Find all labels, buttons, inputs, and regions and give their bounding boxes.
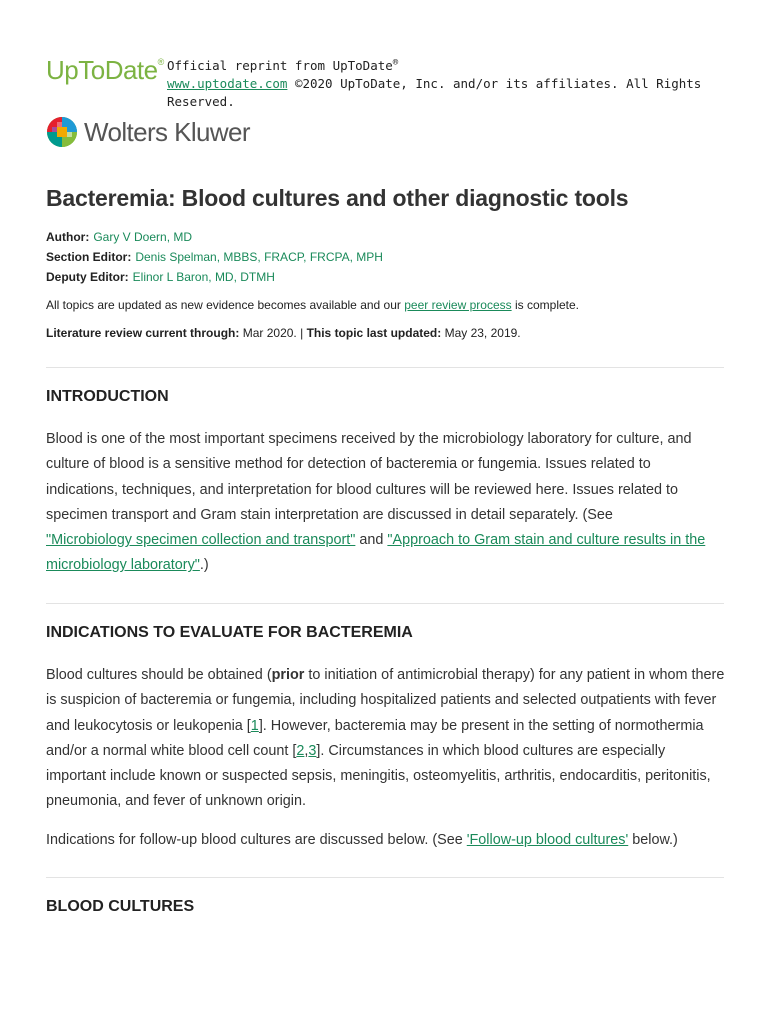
deputy-editor-line: Deputy Editor: Elinor L Baron, MD, DTMH <box>46 270 275 284</box>
reprint-notice: Official reprint from UpToDate® www.uptodate.com ©2020 UpToDate, Inc. and/or its affiliates. All Rights Reserved. <box>167 58 702 110</box>
review-dates: Literature review current through: Mar 2020. | This topic last updated: May 23, 2019. <box>46 326 521 340</box>
indications-paragraph: Blood cultures should be obtained (prior to initiation of antimicrobial therapy) for any patient in whom there is suspicion of bacteremia or fungemia, including hospitalized patients and selected outpatients with fever and leukocytosis or leukopenia [1]. However, bacteremia may be present in the setting of normothermia and/or a normal white blood cell count [2,3]. Circumstances in which blood cultures are especially important include known or suspected sepsis, meningitis, osteomyelitis, arthritis, endocarditis, peritonitis, pneumonia, and fever of unknown origin. <box>46 667 725 810</box>
divider <box>46 877 724 878</box>
follow-up-cultures-link[interactable]: 'Follow-up blood cultures' <box>466 832 629 848</box>
section-heading-blood-cultures: BLOOD CULTURES <box>46 898 195 915</box>
uptodate-logo: UpToDate® <box>46 55 164 85</box>
reference-link[interactable]: 2 <box>296 742 305 759</box>
author-line: Author: Gary V Doern, MD <box>46 230 193 244</box>
reprint-header <box>46 52 746 110</box>
divider <box>46 603 724 604</box>
publisher-name: Wolters Kluwer <box>84 117 250 147</box>
follow-up-paragraph: Indications for follow-up blood cultures are discussed below. (See 'Follow-up blood cultures' below.) <box>46 832 678 848</box>
specimen-collection-link[interactable]: "Microbiology specimen collection and transport" <box>46 532 356 549</box>
wolters-kluwer-mosaic-icon <box>46 116 78 148</box>
section-editor-line: Section Editor: Denis Spelman, MBBS, FRACP, FRCPA, MPH <box>46 250 383 264</box>
section-editor-link[interactable]: Denis Spelman, MBBS, FRACP, FRCPA, MPH <box>135 250 383 264</box>
update-note: All topics are updated as new evidence becomes available and our peer review process is complete. <box>46 298 579 312</box>
page-title: Bacteremia: Blood cultures and other diagnostic tools <box>46 185 629 211</box>
wolters-kluwer-logo <box>46 116 306 148</box>
peer-review-link[interactable]: peer review process <box>404 298 512 312</box>
gram-stain-link[interactable]: "Approach to Gram stain and culture results in the microbiology laboratory" <box>46 532 706 574</box>
author-link[interactable]: Gary V Doern, MD <box>93 230 193 244</box>
reprint-line: Official reprint from UpToDate <box>167 58 393 74</box>
uptodate-link[interactable]: www.uptodate.com <box>167 76 288 92</box>
copyright-text: ©2020 UpToDate, Inc. and/or its affiliates. All Rights Reserved. <box>167 76 702 110</box>
section-heading-indications: INDICATIONS TO EVALUATE FOR BACTEREMIA <box>46 624 413 641</box>
introduction-paragraph: Blood is one of the most important specimens received by the microbiology laboratory for culture, and culture of blood is a sensitive method for detection of bacteremia or fungemia. Issues related to indications, techniques, and interpretation for blood cultures will be reviewed here. Issues related to specimen transport and Gram stain interpretation are discussed in detail separately. (See "Microbiology specimen collection and transport" and "Approach to Gram stain and culture results in the microbiology laboratory".) <box>46 431 706 574</box>
reference-link[interactable]: 1 <box>250 717 259 734</box>
divider <box>46 367 724 368</box>
section-heading-introduction: INTRODUCTION <box>46 388 169 405</box>
reference-link[interactable]: 3 <box>308 742 317 759</box>
deputy-editor-link[interactable]: Elinor L Baron, MD, DTMH <box>132 270 275 284</box>
